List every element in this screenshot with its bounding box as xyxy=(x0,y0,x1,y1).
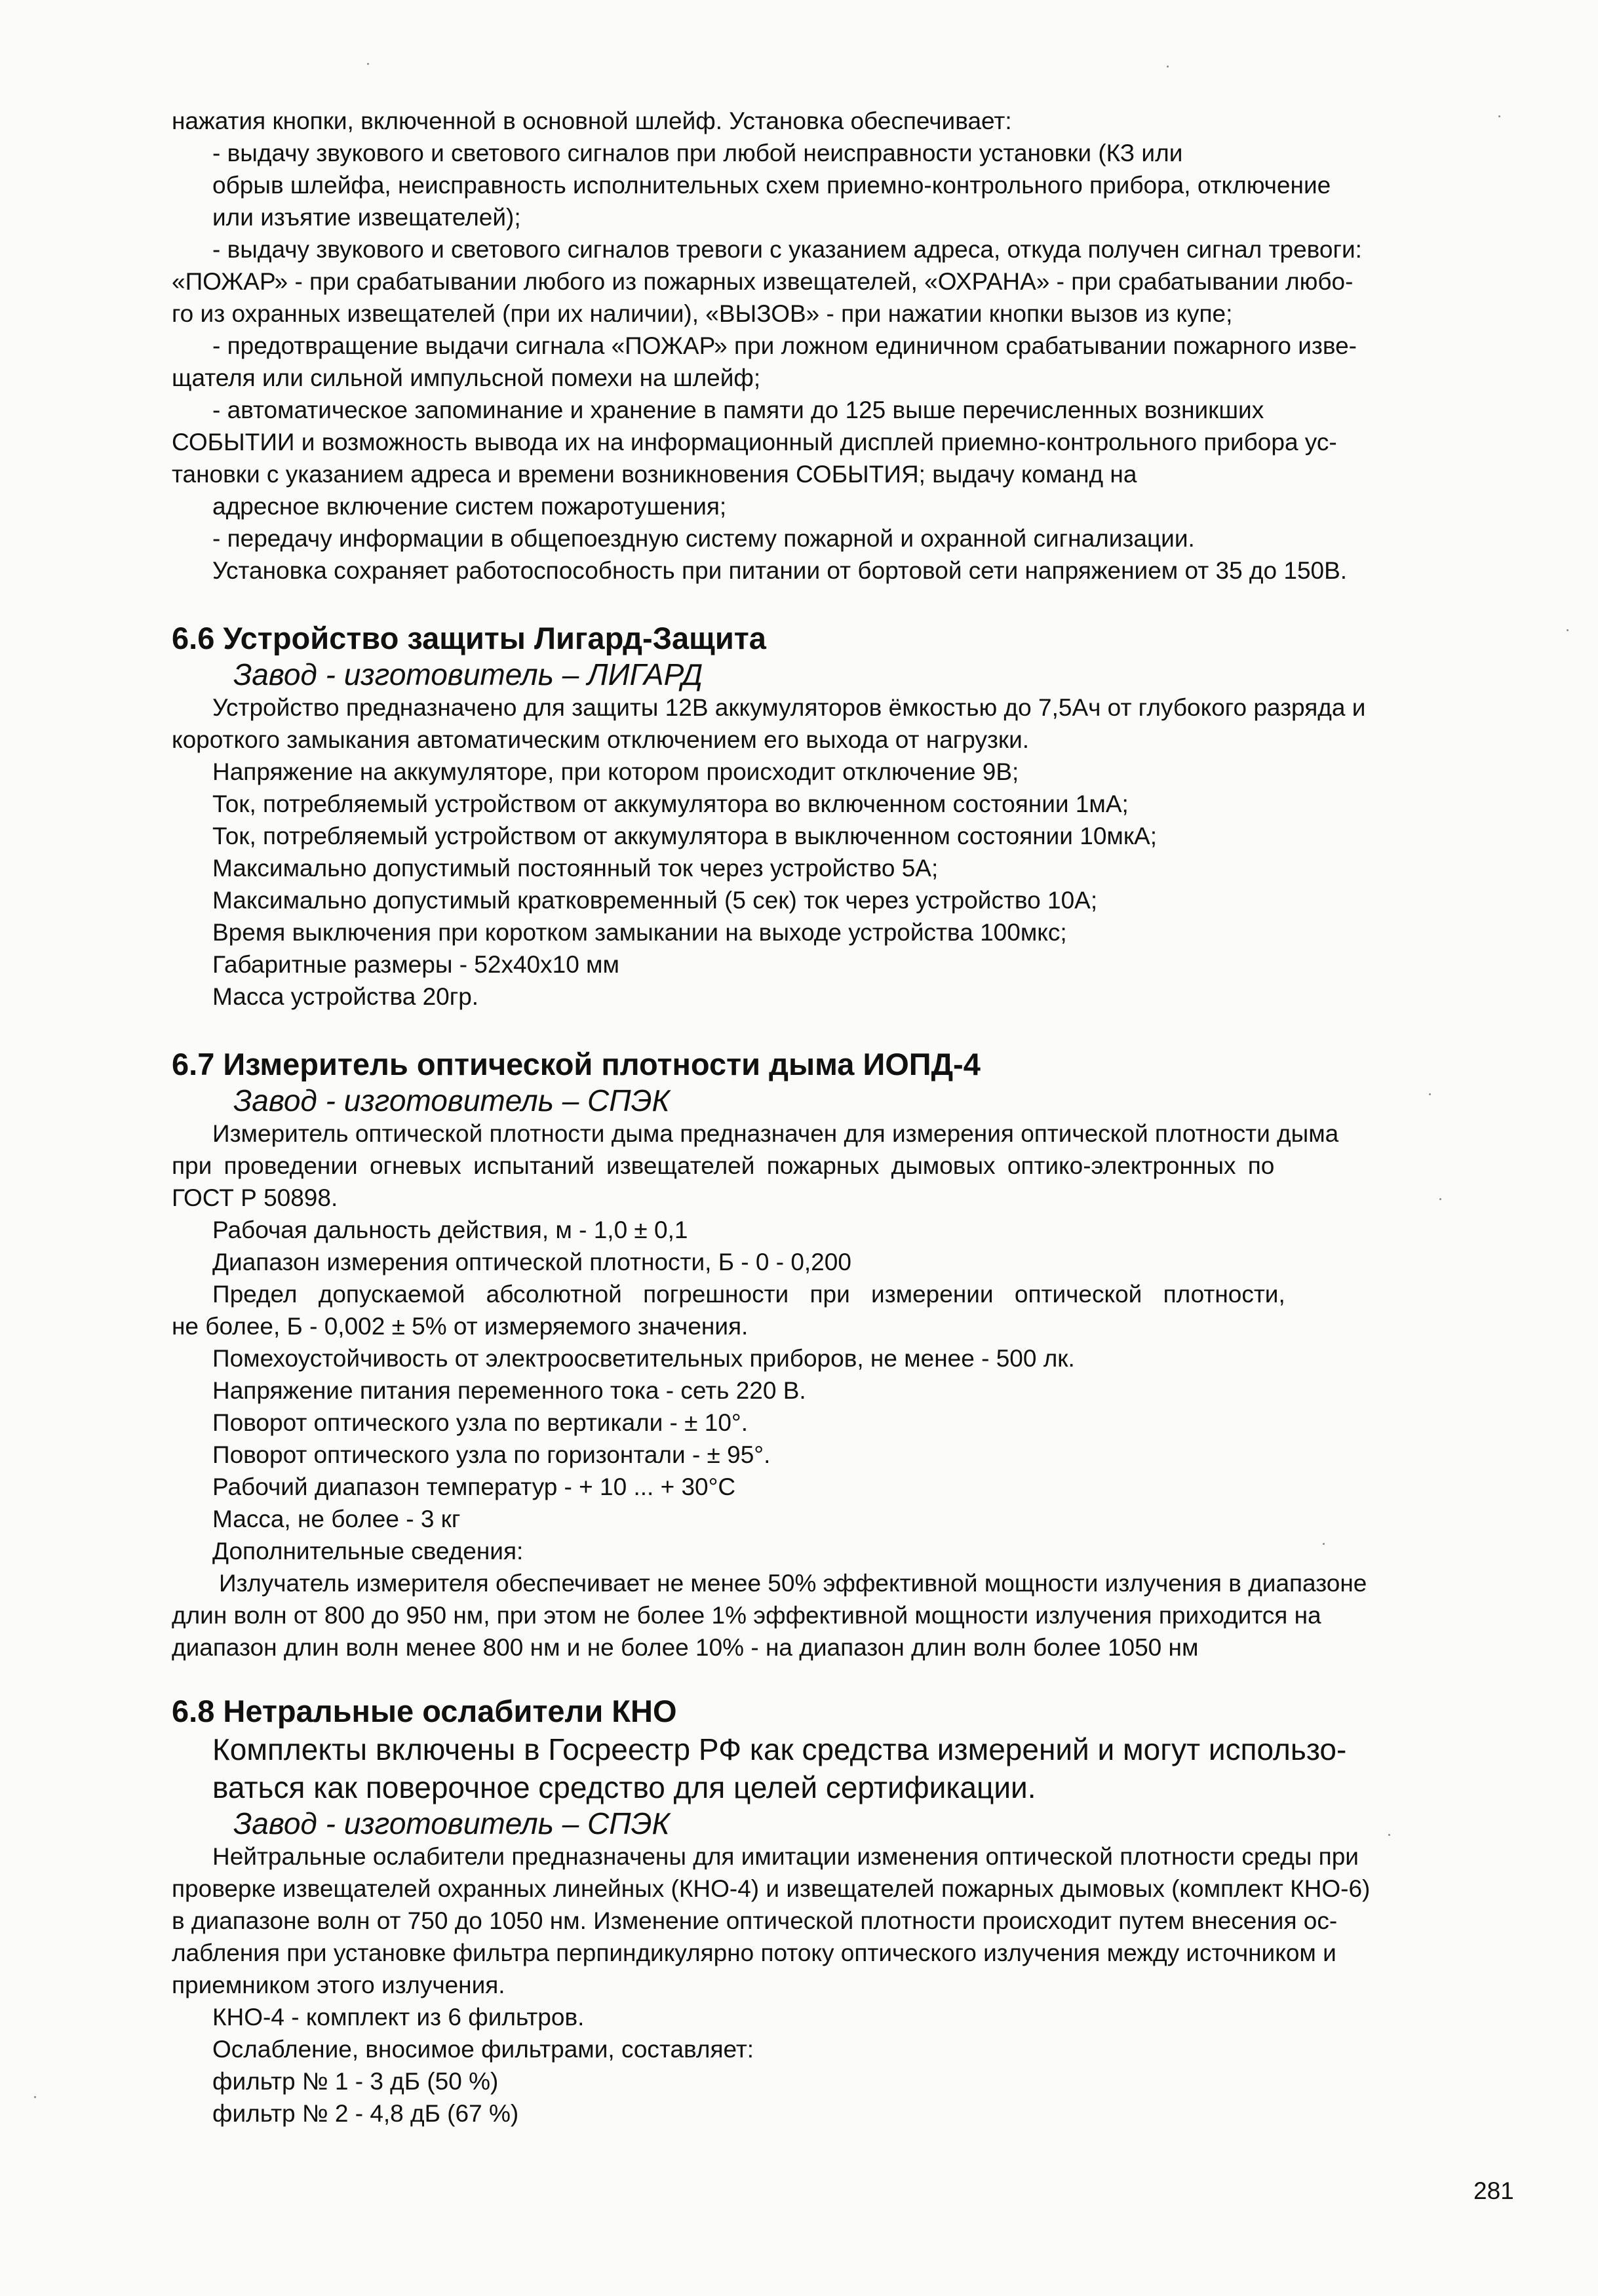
section-maker-6-8: Завод - изготовитель – СПЭК xyxy=(233,1806,670,1840)
section-line: Габаритные размеры - 52х40х10 мм xyxy=(212,951,619,978)
section-heading-6-6: 6.6 Устройство защиты Лигард-Защита xyxy=(172,621,766,655)
scan-speck xyxy=(1498,115,1500,117)
section-line: длин волн от 800 до 950 нм, при этом не более 1% эффективной мощности излучения приходится на xyxy=(172,1602,1321,1629)
intro-line: - предотвращение выдачи сигнала «ПОЖАР» при ложном единичном срабатывании пожарного изве- xyxy=(212,332,1357,359)
section-line: Ослабление, вносимое фильтрами, составляет: xyxy=(212,2036,754,2063)
scan-speck xyxy=(1439,1198,1441,1200)
section-line: Напряжение на аккумуляторе, при котором происходит отключение 9В; xyxy=(212,758,1019,785)
section-maker-6-6: Завод - изготовитель – ЛИГАРД xyxy=(233,657,703,691)
scan-speck xyxy=(1323,1543,1325,1545)
intro-line: адресное включение систем пожаротушения; xyxy=(212,493,727,520)
section-line: Максимально допустимый кратковременный (5 сек) ток через устройство 10А; xyxy=(212,887,1098,914)
intro-line: нажатия кнопки, включенной в основной шлейф. Установка обеспечивает: xyxy=(172,107,1012,134)
section-heading-6-8: 6.8 Нетральные ослабители КНО xyxy=(172,1694,677,1728)
scan-speck xyxy=(1167,66,1169,68)
section-line: Дополнительные сведения: xyxy=(212,1538,524,1565)
intro-line: го из охранных извещателей (при их наличии), «ВЫЗОВ» - при нажатии кнопки вызов из купе; xyxy=(172,300,1233,327)
section-line: в диапазоне волн от 750 до 1050 нм. Изменение оптической плотности происходит путем внесения ос- xyxy=(172,1907,1338,1934)
intro-line: - передачу информации в общепоездную систему пожарной и охранной сигнализации. xyxy=(212,525,1195,552)
intro-line: тановки с указанием адреса и времени возникновения СОБЫТИЯ; выдачу команд на xyxy=(172,461,1137,488)
intro-line: - автоматическое запоминание и хранение в памяти до 125 выше перечисленных возникших xyxy=(212,397,1264,423)
intro-line: «ПОЖАР» - при срабатывании любого из пожарных извещателей, «ОХРАНА» - при срабатывании любо- xyxy=(172,268,1354,295)
section-line: диапазон длин волн менее 800 нм и не более 10% - на диапазон длин волн более 1050 нм xyxy=(172,1634,1199,1661)
section-line: фильтр № 1 - 3 дБ (50 %) xyxy=(212,2068,499,2095)
scan-speck xyxy=(1429,1093,1431,1095)
section-line: Ток, потребляемый устройством от аккумулятора в выключенном состоянии 10мкА; xyxy=(212,823,1157,849)
section-line: Масса, не более - 3 кг xyxy=(212,1506,461,1532)
section-line: Масса устройства 20гр. xyxy=(212,983,479,1010)
section-line: Ток, потребляемый устройством от аккумулятора во включенном состоянии 1мА; xyxy=(212,790,1129,817)
section-line: при проведении огневых испытаний извещателей пожарных дымовых оптико-электронных по xyxy=(172,1152,1275,1179)
intro-line: Установка сохраняет работоспособность при питании от бортовой сети напряжением от 35 до 150В. xyxy=(212,557,1348,584)
section-line: короткого замыкания автоматическим отключением его выхода от нагрузки. xyxy=(172,726,1030,753)
section-line: Поворот оптического узла по горизонтали - ± 95°. xyxy=(212,1441,771,1468)
intro-line: - выдачу звукового и светового сигналов при любой неисправности установки (КЗ или xyxy=(212,140,1183,166)
section-line: Рабочая дальность действия, м - 1,0 ± 0,1 xyxy=(212,1216,688,1243)
section-line: Напряжение питания переменного тока - сеть 220 В. xyxy=(212,1377,806,1404)
section-line: КНО-4 - комплект из 6 фильтров. xyxy=(212,2004,585,2031)
section-line: Измеритель оптической плотности дыма предназначен для измерения оптической плотности дыма xyxy=(212,1120,1339,1147)
section-line: Помехоустойчивость от электроосветительных приборов, не менее - 500 лк. xyxy=(212,1345,1075,1372)
section-line: Максимально допустимый постоянный ток через устройство 5А; xyxy=(212,855,939,882)
section-line: Диапазон измерения оптической плотности, Б - 0 - 0,200 xyxy=(212,1249,851,1275)
section-line: фильтр № 2 - 4,8 дБ (67 %) xyxy=(212,2100,519,2127)
registry-note-line: Комплекты включены в Госреестр РФ как средства измерений и могут использо- xyxy=(212,1732,1347,1766)
intro-line: СОБЫТИИ и возможность вывода их на информационный дисплей приемно-контрольного прибора ус- xyxy=(172,429,1337,456)
registry-note-line: ваться как поверочное средство для целей сертификации. xyxy=(212,1770,1036,1804)
section-line: Время выключения при коротком замыкании на выходе устройства 100мкс; xyxy=(212,919,1067,946)
section-line: лабления при установке фильтра перпиндикулярно потоку оптического излучения между источником и xyxy=(172,1939,1336,1966)
section-line: проверке извещателей охранных линейных (КНО-4) и извещателей пожарных дымовых (комплект КНО-6) xyxy=(172,1875,1371,1902)
intro-line: - выдачу звукового и светового сигналов тревоги с указанием адреса, откуда получен сигнал тревоги: xyxy=(212,236,1362,263)
intro-line: или изъятие извещателей); xyxy=(212,204,521,231)
scan-speck xyxy=(34,2096,36,2098)
section-heading-6-7: 6.7 Измеритель оптической плотности дыма ИОПД-4 xyxy=(172,1047,981,1081)
section-maker-6-7: Завод - изготовитель – СПЭК xyxy=(233,1083,670,1118)
section-line: Излучатель измерителя обеспечивает не менее 50% эффективной мощности излучения в диапазоне xyxy=(219,1570,1367,1597)
section-line: Рабочий диапазон температур - + 10 ... + 30°С xyxy=(212,1473,736,1500)
section-line: Нейтральные ослабители предназначены для имитации изменения оптической плотности среды при xyxy=(212,1843,1359,1870)
section-line: Поворот оптического узла по вертикали - ± 10°. xyxy=(212,1409,748,1436)
scan-speck xyxy=(1388,1834,1390,1836)
page-number: 281 xyxy=(1473,2177,1514,2204)
intro-line: щателя или сильной импульсной помехи на шлейф; xyxy=(172,364,761,391)
section-line: приемником этого излучения. xyxy=(172,1972,505,1998)
section-line: Предел допускаемой абсолютной погрешности при измерении оптической плотности, xyxy=(212,1281,1285,1308)
section-line: Устройство предназначено для защиты 12В аккумуляторов ёмкостью до 7,5Ач от глубокого разряда и xyxy=(212,694,1366,721)
section-line: ГОСТ Р 50898. xyxy=(172,1184,338,1211)
scan-speck xyxy=(367,63,369,65)
page-content xyxy=(172,105,1522,2130)
intro-line: обрыв шлейфа, неисправность исполнительных схем приемно-контрольного прибора, отключение xyxy=(212,172,1331,199)
section-line: не более, Б - 0,002 ± 5% от измеряемого значения. xyxy=(172,1313,749,1340)
scan-speck xyxy=(1567,629,1569,631)
